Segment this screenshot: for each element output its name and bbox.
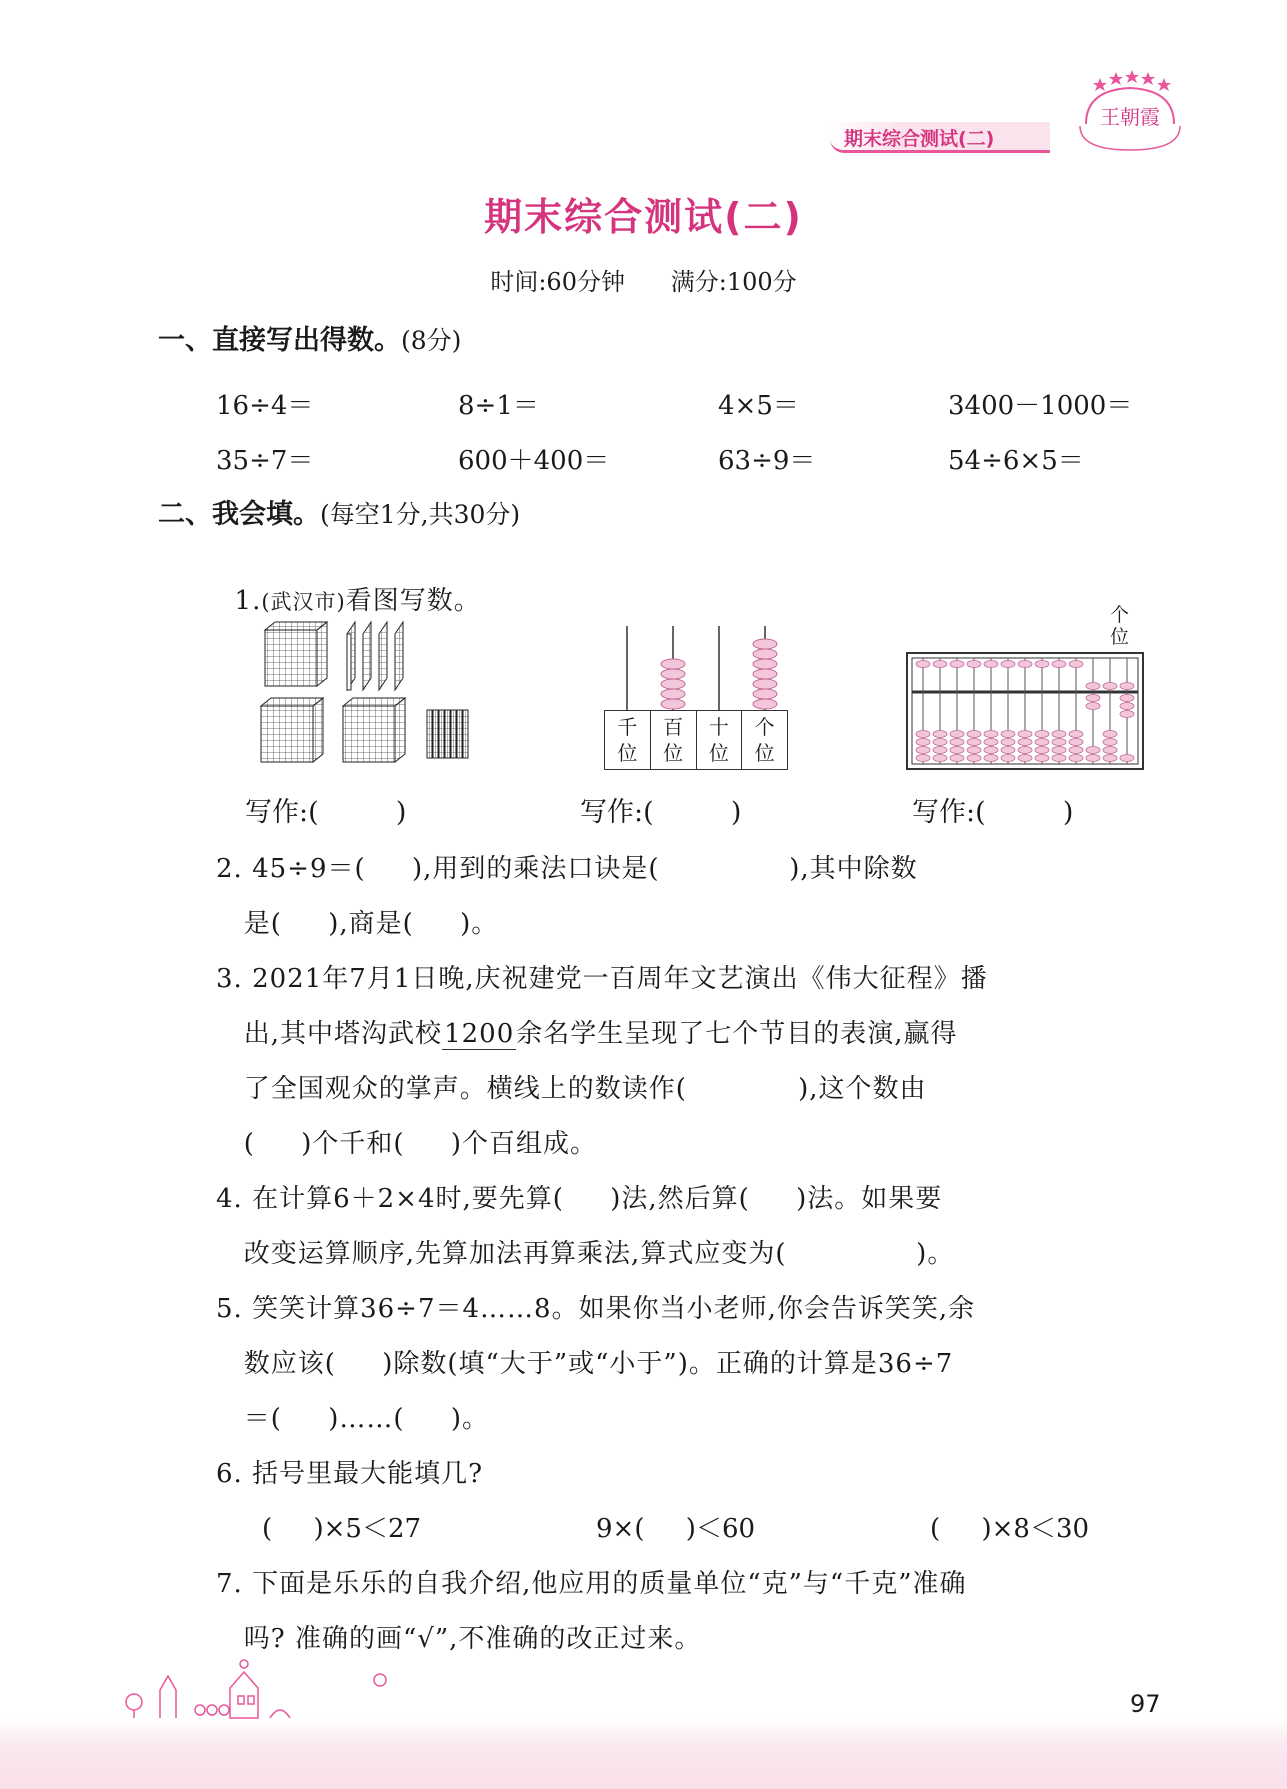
seal-text: 王朝霞 — [1100, 105, 1160, 129]
thousand-cube — [261, 698, 323, 762]
abacus-bead — [1069, 739, 1083, 746]
equation: 4×5＝ — [718, 391, 799, 421]
abacus-bead — [1052, 747, 1066, 754]
abacus-bead — [1001, 747, 1015, 754]
abacus-bead — [1086, 755, 1100, 762]
answer-caption: 写作:( ) — [912, 797, 1074, 828]
abacus-bead — [950, 731, 964, 738]
question-7-line: 吗? 准确的画“√”,不准确的改正过来。 — [216, 1624, 702, 1654]
underlined-number: 1200 — [444, 1019, 515, 1049]
question-7-line: 7. 下面是乐乐的自我介绍,他应用的质量单位“克”与“千克”准确 — [216, 1569, 967, 1599]
equation: 3400－1000＝ — [948, 391, 1133, 421]
abacus-bead — [984, 661, 998, 668]
abacus-bead — [1086, 703, 1100, 710]
section-1-heading: 一、直接写出得数。(8分) — [158, 325, 462, 356]
abacus-bead — [916, 661, 930, 668]
abacus-bead — [1120, 711, 1134, 718]
equation: 16÷4＝ — [216, 391, 314, 421]
page-number: 97 — [1130, 1690, 1161, 1718]
abacus-figure — [906, 652, 1144, 770]
hundred-flat — [379, 622, 387, 690]
inequality: ( )×5＜27 — [262, 1514, 422, 1544]
abacus-bead — [1018, 739, 1032, 746]
question-3-line: 了全国观众的掌声。横线上的数读作( ),这个数由 — [216, 1074, 927, 1104]
abacus-bead — [1035, 661, 1049, 668]
abacus-bead — [984, 747, 998, 754]
abacus-bead — [1052, 661, 1066, 668]
equation: 35÷7＝ — [216, 446, 314, 476]
abacus-bead — [1069, 731, 1083, 738]
question-3-line: ( )个千和( )个百组成。 — [216, 1129, 598, 1159]
hundred-flat — [395, 622, 403, 690]
question-4-line: 改变运算顺序,先算加法再算乘法,算式应变为( )。 — [216, 1239, 955, 1269]
footer-decoration — [120, 1650, 400, 1720]
place-label-hundreds: 百 位 — [651, 711, 697, 769]
equation: 600＋400＝ — [458, 446, 610, 476]
abacus-bead — [933, 739, 947, 746]
abacus-bead — [950, 661, 964, 668]
answer-caption: 写作:( ) — [580, 797, 742, 828]
abacus-bead — [1086, 747, 1100, 754]
question-6-line: 6. 括号里最大能填几? — [216, 1459, 484, 1489]
abacus-bead — [916, 739, 930, 746]
place-label-tens: 十 位 — [697, 711, 743, 769]
footer-band — [0, 1718, 1287, 1789]
abacus-bead — [967, 755, 981, 762]
thousand-cube — [265, 622, 327, 686]
answer-caption: 写作:( ) — [245, 797, 407, 828]
abacus-bead — [967, 731, 981, 738]
place-label-ones: 个 位 — [754, 715, 775, 765]
question-3-line: 3. 2021年7月1日晚,庆祝建党一百周年文艺演出《伟大征程》播 — [216, 964, 988, 994]
abacus-bead — [933, 747, 947, 754]
abacus-bead — [1120, 683, 1134, 690]
abacus-bead — [1103, 739, 1117, 746]
section-2-heading: 二、我会填。(每空1分,共30分) — [158, 499, 521, 530]
abacus-bead — [1103, 683, 1117, 690]
abacus-bead — [1120, 755, 1134, 762]
abacus-bead — [1052, 731, 1066, 738]
abacus-bead — [1001, 661, 1015, 668]
abacus-bead — [1069, 747, 1083, 754]
ten-rods — [427, 710, 468, 758]
abacus-bead — [1103, 747, 1117, 754]
exam-info: 时间:60分钟 满分:100分 — [490, 268, 797, 296]
abacus-bead — [1018, 731, 1032, 738]
publisher-seal — [1070, 64, 1188, 152]
base-ten-blocks-figure — [255, 620, 480, 770]
abacus-bead — [984, 731, 998, 738]
abacus-ones-label: 个 位 — [1110, 604, 1130, 648]
inequality: ( )×8＜30 — [930, 1514, 1090, 1544]
question-5-line: 数应该( )除数(填“大于”或“小于”)。正确的计算是36÷7 — [216, 1349, 954, 1379]
abacus-bead — [1069, 755, 1083, 762]
equation: 63÷9＝ — [718, 446, 816, 476]
abacus-bead — [1035, 731, 1049, 738]
abacus-bead — [1052, 739, 1066, 746]
abacus-bead — [1035, 755, 1049, 762]
abacus-bead — [950, 739, 964, 746]
hundred-flat — [363, 622, 371, 690]
place-label-thousands: 千 位 — [605, 711, 651, 769]
abacus-bead — [967, 747, 981, 754]
page-title: 期末综合测试(二) — [484, 195, 803, 239]
abacus-bead — [1018, 661, 1032, 668]
abacus-bead — [1001, 755, 1015, 762]
abacus-bead — [1052, 755, 1066, 762]
counting-frame-figure — [604, 622, 788, 770]
abacus-bead — [916, 747, 930, 754]
question-5-line: ＝( )……( )。 — [216, 1404, 490, 1434]
abacus-bead — [1069, 661, 1083, 668]
equation: 54÷6×5＝ — [948, 446, 1084, 476]
abacus-bead — [984, 739, 998, 746]
abacus-bead — [1086, 683, 1100, 690]
question-2-line: 是( ),商是( )。 — [216, 909, 499, 939]
abacus-bead — [1018, 747, 1032, 754]
abacus-bead — [1103, 731, 1117, 738]
abacus-bead — [1103, 755, 1117, 762]
abacus-bead — [1120, 695, 1134, 702]
abacus-bead — [1001, 731, 1015, 738]
abacus-bead — [1086, 695, 1100, 702]
abacus-bead — [967, 739, 981, 746]
abacus-bead — [1035, 747, 1049, 754]
abacus-bead — [950, 755, 964, 762]
abacus-bead — [967, 661, 981, 668]
abacus-bead — [1001, 739, 1015, 746]
question-2-line: 2. 45÷9＝( ),用到的乘法口诀是( ),其中除数 — [216, 854, 918, 884]
abacus-bead — [1120, 703, 1134, 710]
abacus-bead — [933, 755, 947, 762]
abacus-bead — [916, 731, 930, 738]
question-3-line: 出,其中塔沟武校1200余名学生呈现了七个节目的表演,赢得 — [216, 1019, 958, 1049]
hundred-flat — [347, 622, 355, 690]
abacus-bead — [933, 661, 947, 668]
equation: 8÷1＝ — [458, 391, 539, 421]
question-1-prompt: 1.(武汉市)看图写数。 — [234, 586, 481, 616]
abacus-bead — [984, 755, 998, 762]
header-tag — [830, 122, 1050, 153]
abacus-bead — [950, 747, 964, 754]
question-5-line: 5. 笑笑计算36÷7＝4……8。如果你当小老师,你会告诉笑笑,余 — [216, 1294, 976, 1324]
header-tag-text: 期末综合测试(二) — [844, 128, 995, 150]
thousand-cube — [343, 698, 405, 762]
abacus-bead — [1035, 739, 1049, 746]
abacus-bead — [1018, 755, 1032, 762]
abacus-bead — [933, 731, 947, 738]
abacus-bead — [916, 755, 930, 762]
inequality: 9×( )＜60 — [596, 1514, 756, 1544]
question-4-line: 4. 在计算6＋2×4时,要先算( )法,然后算( )法。如果要 — [216, 1184, 943, 1214]
